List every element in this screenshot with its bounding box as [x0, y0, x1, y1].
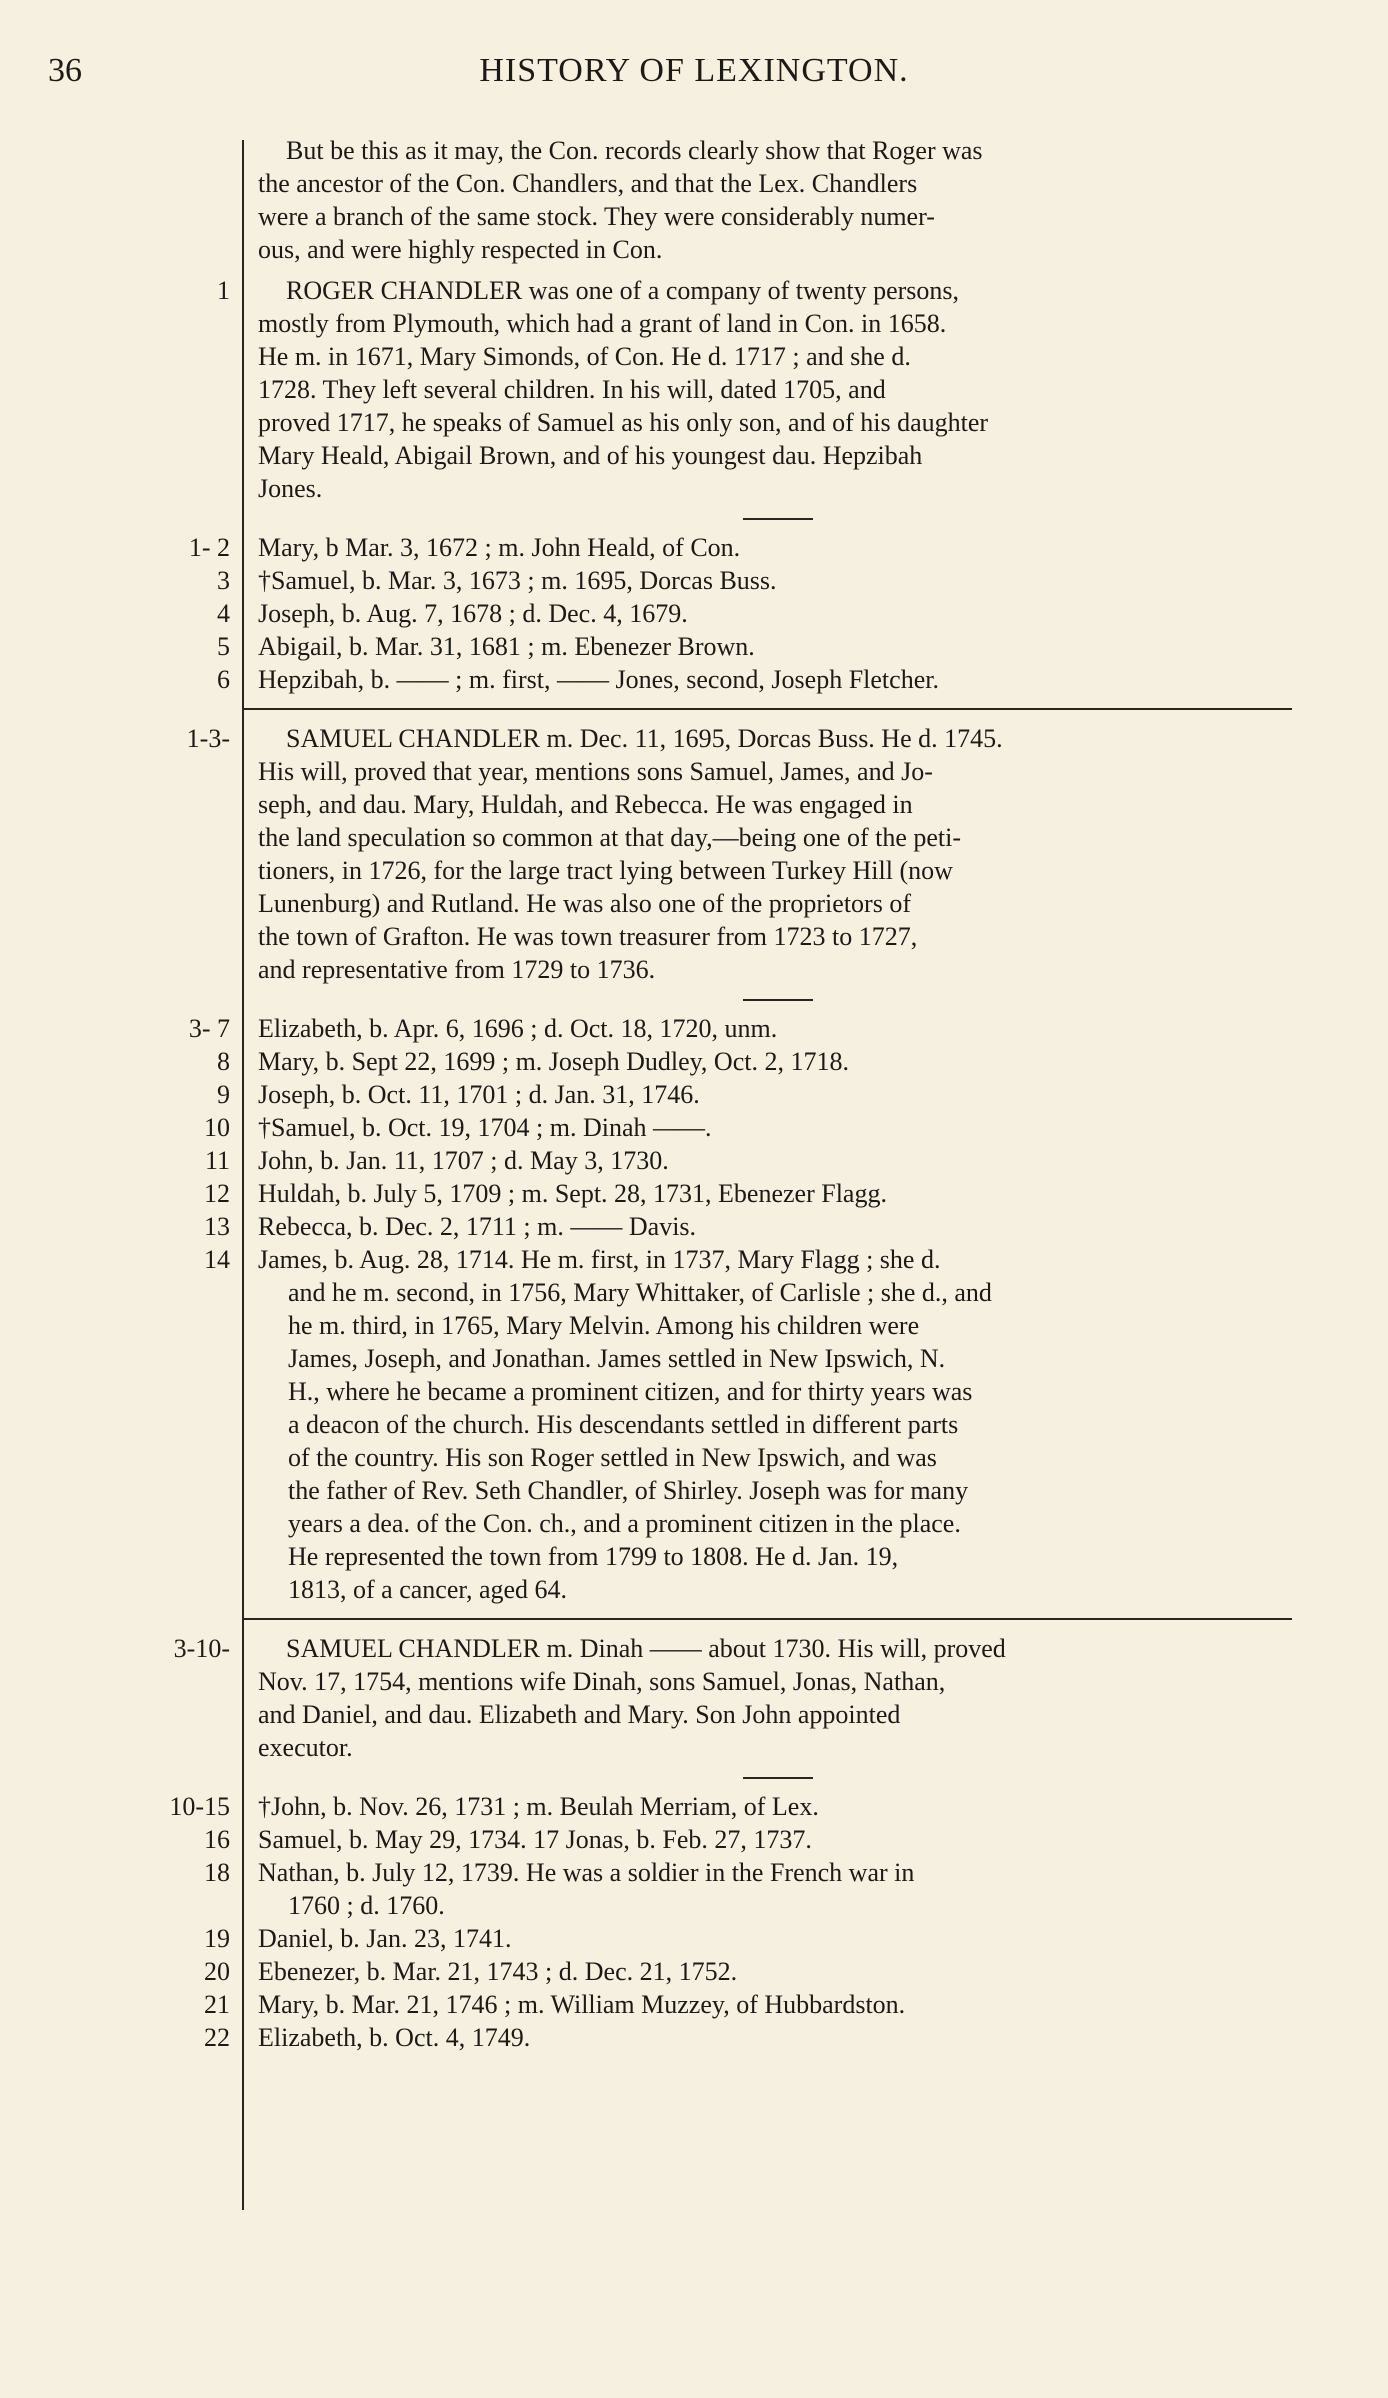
line-text: John, b. Jan. 11, 1707 ; d. May 3, 1730. — [258, 1146, 669, 1175]
spacer — [0, 266, 1388, 274]
text-line — [0, 1441, 1388, 1474]
text-line — [0, 439, 1388, 472]
line-text: H., where he became a prominent citizen, and for thirty years was — [288, 1377, 973, 1406]
line-text: and he m. second, in 1756, Mary Whittaker, of Carlisle ; she d., and — [288, 1278, 992, 1307]
text-line — [0, 564, 1388, 597]
text-line — [0, 597, 1388, 630]
text-line — [0, 134, 1388, 167]
family-paragraph — [0, 722, 1388, 986]
text-line — [0, 307, 1388, 340]
text-line — [0, 1144, 1388, 1177]
text-line — [0, 755, 1388, 788]
text-line — [0, 1698, 1388, 1731]
text-line — [0, 1632, 1388, 1665]
line-text: James, b. Aug. 28, 1714. He m. first, in 1737, Mary Flagg ; she d. — [258, 1245, 941, 1274]
line-text: seph, and dau. Mary, Huldah, and Rebecca. He was engaged in — [258, 790, 913, 819]
text-line — [0, 1012, 1388, 1045]
short-rule — [0, 1764, 1388, 1790]
text-line — [0, 1408, 1388, 1441]
line-text: His will, proved that year, mentions sons Samuel, James, and Jo- — [258, 757, 933, 786]
line-text: 1728. They left several children. In his will, dated 1705, and — [258, 375, 886, 404]
line-text: the father of Rev. Seth Chandler, of Shirley. Joseph was for many — [288, 1476, 969, 1505]
text-line — [0, 274, 1388, 307]
text-line — [0, 663, 1388, 696]
family-paragraph — [0, 274, 1388, 505]
line-text: proved 1717, he speaks of Samuel as his only son, and of his daughter — [258, 408, 989, 437]
entry-number: 3 — [217, 566, 230, 595]
child-entry — [0, 1045, 1388, 1078]
entry-number: 21 — [204, 1990, 230, 2019]
line-text: Nathan, b. July 12, 1739. He was a soldier in the French war in — [258, 1858, 915, 1887]
child-entry — [0, 630, 1388, 663]
text-line — [0, 1177, 1388, 1210]
text-line — [0, 1856, 1388, 1889]
child-entry — [0, 1111, 1388, 1144]
short-rule — [0, 505, 1388, 531]
child-entry — [0, 1243, 1388, 1606]
text-line — [0, 1507, 1388, 1540]
entry-number: 4 — [217, 599, 230, 628]
text-line — [0, 1988, 1388, 2021]
line-text: Elizabeth, b. Oct. 4, 1749. — [258, 2023, 531, 2052]
line-text: Jones. — [258, 474, 323, 503]
line-text: were a branch of the same stock. They were considerably numer- — [258, 202, 935, 231]
entry-number: 19 — [204, 1924, 230, 1953]
child-entry — [0, 2021, 1388, 2054]
child-entry — [0, 1988, 1388, 2021]
line-text: Mary, b. Sept 22, 1699 ; m. Joseph Dudley, Oct. 2, 1718. — [258, 1047, 849, 1076]
text-line — [0, 854, 1388, 887]
text-line — [0, 1823, 1388, 1856]
entry-number: 5 — [217, 632, 230, 661]
text-line — [0, 1309, 1388, 1342]
text-line — [0, 630, 1388, 663]
line-text: and representative from 1729 to 1736. — [258, 955, 656, 984]
text-line — [0, 200, 1388, 233]
line-text: †John, b. Nov. 26, 1731 ; m. Beulah Merriam, of Lex. — [258, 1792, 819, 1821]
line-text: ROGER CHANDLER was one of a company of twenty persons, — [286, 276, 960, 305]
child-entry — [0, 1078, 1388, 1111]
line-text: Elizabeth, b. Apr. 6, 1696 ; d. Oct. 18, 1720, unm. — [258, 1014, 778, 1043]
line-text: †Samuel, b. Mar. 3, 1673 ; m. 1695, Dorcas Buss. — [258, 566, 777, 595]
text-line — [0, 1276, 1388, 1309]
entry-number: 10-15 — [169, 1792, 230, 1821]
child-entry — [0, 1177, 1388, 1210]
entry-number: 13 — [204, 1212, 230, 1241]
text-line — [0, 1342, 1388, 1375]
line-text: SAMUEL CHANDLER m. Dinah —— about 1730. His will, proved — [286, 1634, 1006, 1663]
entry-number: 9 — [217, 1080, 230, 1109]
line-text: he m. third, in 1765, Mary Melvin. Among his children were — [288, 1311, 920, 1340]
line-text: He represented the town from 1799 to 1808. He d. Jan. 19, — [288, 1542, 899, 1571]
entry-number: 1-3- — [186, 724, 230, 753]
text-line — [0, 1243, 1388, 1276]
line-text: the ancestor of the Con. Chandlers, and that the Lex. Chandlers — [258, 169, 918, 198]
line-text: Mary, b. Mar. 21, 1746 ; m. William Muzzey, of Hubbardston. — [258, 1990, 906, 2019]
line-text: Samuel, b. May 29, 1734. 17 Jonas, b. Feb. 27, 1737. — [258, 1825, 812, 1854]
line-text: the land speculation so common at that day,—being one of the peti- — [258, 823, 962, 852]
line-text: Ebenezer, b. Mar. 21, 1743 ; d. Dec. 21, 1752. — [258, 1957, 738, 1986]
text-line — [0, 406, 1388, 439]
text-line — [0, 373, 1388, 406]
family-paragraph — [0, 1632, 1388, 1764]
text-line — [0, 920, 1388, 953]
line-text: tioners, in 1726, for the large tract lying between Turkey Hill (now — [258, 856, 953, 885]
entry-number: 22 — [204, 2023, 230, 2052]
text-line — [0, 167, 1388, 200]
section-rule — [0, 696, 1388, 722]
text-line — [0, 821, 1388, 854]
line-text: †Samuel, b. Oct. 19, 1704 ; m. Dinah ——. — [258, 1113, 712, 1142]
child-entry — [0, 1823, 1388, 1856]
child-entry — [0, 597, 1388, 630]
text-line — [0, 1111, 1388, 1144]
entry-number: 11 — [204, 1146, 230, 1175]
entry-number: 3- 7 — [188, 1014, 230, 1043]
child-entry — [0, 1856, 1388, 1922]
entry-number: 1- 2 — [188, 533, 230, 562]
line-text: SAMUEL CHANDLER m. Dec. 11, 1695, Dorcas Buss. He d. 1745. — [286, 724, 1003, 753]
text-line — [0, 1889, 1388, 1922]
line-text: Huldah, b. July 5, 1709 ; m. Sept. 28, 1731, Ebenezer Flagg. — [258, 1179, 887, 1208]
line-text: Daniel, b. Jan. 23, 1741. — [258, 1924, 512, 1953]
text-line — [0, 233, 1388, 266]
text-line — [0, 1210, 1388, 1243]
text-line — [0, 340, 1388, 373]
text-line — [0, 1375, 1388, 1408]
child-entry — [0, 564, 1388, 597]
entry-number: 8 — [217, 1047, 230, 1076]
child-entry — [0, 1012, 1388, 1045]
child-entry — [0, 1790, 1388, 1823]
text-line — [0, 887, 1388, 920]
line-text: Hepzibah, b. —— ; m. first, —— Jones, second, Joseph Fletcher. — [258, 665, 939, 694]
text-line — [0, 1665, 1388, 1698]
page-number: 36 — [48, 52, 82, 89]
entry-number: 20 — [204, 1957, 230, 1986]
entry-number: 18 — [204, 1858, 230, 1887]
text-line — [0, 472, 1388, 505]
text-line — [0, 1922, 1388, 1955]
text-line — [0, 1078, 1388, 1111]
entry-number: 16 — [204, 1825, 230, 1854]
entry-number: 3-10- — [173, 1634, 230, 1663]
text-line — [0, 531, 1388, 564]
child-entry — [0, 1955, 1388, 1988]
line-text: 1813, of a cancer, aged 64. — [288, 1575, 568, 1604]
line-text: Mary Heald, Abigail Brown, and of his youngest dau. Hepzibah — [258, 441, 923, 470]
text-line — [0, 2021, 1388, 2054]
child-entry — [0, 1922, 1388, 1955]
text-line — [0, 1474, 1388, 1507]
line-text: Mary, b Mar. 3, 1672 ; m. John Heald, of Con. — [258, 533, 741, 562]
line-text: ous, and were highly respected in Con. — [258, 235, 663, 264]
text-line — [0, 722, 1388, 755]
child-entry — [0, 1144, 1388, 1177]
line-text: of the country. His son Roger settled in New Ipswich, and was — [288, 1443, 937, 1472]
text-line — [0, 953, 1388, 986]
text-line — [0, 1790, 1388, 1823]
text-line — [0, 1573, 1388, 1606]
entry-number: 12 — [204, 1179, 230, 1208]
family-paragraph — [0, 134, 1388, 266]
line-text: executor. — [258, 1733, 353, 1762]
section-rule — [0, 1606, 1388, 1632]
page-header — [0, 52, 1388, 102]
entry-number: 6 — [217, 665, 230, 694]
line-text: He m. in 1671, Mary Simonds, of Con. He d. 1717 ; and she d. — [258, 342, 911, 371]
line-text: years a dea. of the Con. ch., and a prominent citizen in the place. — [288, 1509, 961, 1538]
entry-number: 10 — [204, 1113, 230, 1142]
line-text: mostly from Plymouth, which had a grant of land in Con. in 1658. — [258, 309, 947, 338]
line-text: Lunenburg) and Rutland. He was also one of the proprietors of — [258, 889, 911, 918]
line-text: 1760 ; d. 1760. — [288, 1891, 445, 1920]
line-text: the town of Grafton. He was town treasurer from 1723 to 1727, — [258, 922, 918, 951]
line-text: James, Joseph, and Jonathan. James settled in New Ipswich, N. — [288, 1344, 946, 1373]
line-text: Joseph, b. Oct. 11, 1701 ; d. Jan. 31, 1746. — [258, 1080, 700, 1109]
line-text: and Daniel, and dau. Elizabeth and Mary. Son John appointed — [258, 1700, 901, 1729]
genealogy-text — [0, 134, 1388, 2054]
text-line — [0, 1540, 1388, 1573]
child-entry — [0, 1210, 1388, 1243]
child-entry — [0, 663, 1388, 696]
line-text: Nov. 17, 1754, mentions wife Dinah, sons Samuel, Jonas, Nathan, — [258, 1667, 946, 1696]
line-text: Abigail, b. Mar. 31, 1681 ; m. Ebenezer Brown. — [258, 632, 755, 661]
line-text: a deacon of the church. His descendants settled in different parts — [288, 1410, 959, 1439]
entry-number: 1 — [217, 276, 230, 305]
entry-number: 14 — [204, 1245, 230, 1274]
text-line — [0, 1955, 1388, 1988]
line-text: Rebecca, b. Dec. 2, 1711 ; m. —— Davis. — [258, 1212, 697, 1241]
text-line — [0, 1731, 1388, 1764]
text-line — [0, 1045, 1388, 1078]
text-line — [0, 788, 1388, 821]
running-title: HISTORY OF LEXINGTON. — [479, 52, 909, 89]
line-text: Joseph, b. Aug. 7, 1678 ; d. Dec. 4, 1679. — [258, 599, 688, 628]
short-rule — [0, 986, 1388, 1012]
line-text: But be this as it may, the Con. records clearly show that Roger was — [286, 136, 983, 165]
child-entry — [0, 531, 1388, 564]
